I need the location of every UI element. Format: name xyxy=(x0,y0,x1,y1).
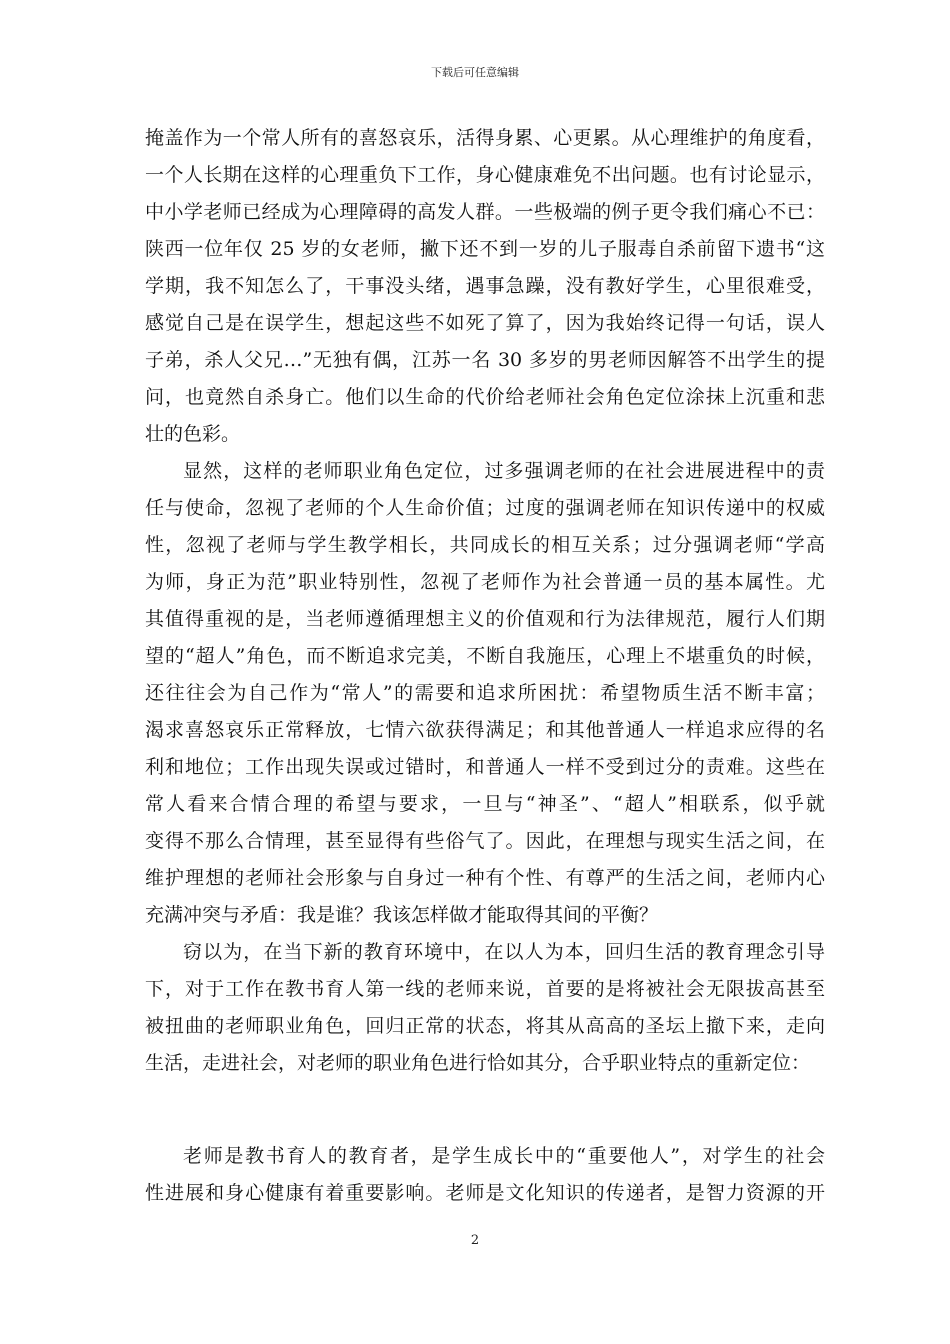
page-number: 2 xyxy=(470,1233,480,1248)
text-line: 一个人长期在这样的心理重负下工作，身心健康难免不出问题。也有讨论显示， xyxy=(145,164,825,186)
paragraph xyxy=(145,453,825,934)
text-line: 窃以为，在当下新的教育环境中，在以人为本，回归生活的教育理念引导 xyxy=(183,941,825,963)
text-line: 变得不那么合情理，甚至显得有些俗气了。因此，在理想与现实生活之间，在 xyxy=(145,830,825,852)
text-line: 生活，走进社会，对老师的职业角色进行恰如其分，合乎职业特点的重新定位： xyxy=(145,1052,811,1074)
paragraph xyxy=(145,934,825,1082)
paragraph xyxy=(145,120,825,453)
paragraph-spacer xyxy=(145,1082,825,1138)
text-line: 下，对于工作在教书育人第一线的老师来说，首要的是将被社会无限拔高甚至 xyxy=(145,978,825,1000)
text-line: 任与使命，忽视了老师的个人生命价值；过度的强调老师在知识传递中的权威 xyxy=(145,497,825,519)
text-line: 渴求喜怒哀乐正常释放，七情六欲获得满足；和其他普通人一样追求应得的名 xyxy=(145,719,825,741)
text-line: 充满冲突与矛盾：我是谁？我该怎样做才能取得其间的平衡？ xyxy=(145,904,659,926)
text-line: 壮的色彩。 xyxy=(145,423,241,445)
text-line: 为师，身正为范”职业特别性，忽视了老师作为社会普通一员的基本属性。尤 xyxy=(145,571,825,593)
text-line: 被扭曲的老师职业角色，回归正常的状态，将其从高高的圣坛上撤下来，走向 xyxy=(145,1015,825,1037)
text-line: 常人看来合情合理的希望与要求，一旦与“神圣”、“超人”相联系，似乎就 xyxy=(145,793,825,815)
paragraph xyxy=(145,1138,825,1212)
text-line: 中小学老师已经成为心理障碍的高发人群。一些极端的例子更令我们痛心不已： xyxy=(145,201,825,223)
text-line: 感觉自己是在误学生，想起这些不如死了算了，因为我始终记得一句话，误人 xyxy=(145,312,825,334)
text-line: 学期，我不知怎么了，干事没头绪，遇事急躁，没有教好学生，心里很难受， xyxy=(145,275,825,297)
text-line: 望的“超人”角色，而不断追求完美，不断自我施压，心理上不堪重负的时候， xyxy=(145,645,825,667)
text-line: 显然，这样的老师职业角色定位，过多强调老师的在社会进展进程中的责 xyxy=(183,460,825,482)
text-line: 利和地位；工作出现失误或过错时，和普通人一样不受到过分的责难。这些在 xyxy=(145,756,825,778)
text-line: 维护理想的老师社会形象与自身过一种有个性、有尊严的生活之间，老师内心 xyxy=(145,867,825,889)
page-header: 下载后可任意编辑 xyxy=(431,66,519,79)
text-line: 还往往会为自己作为“常人”的需要和追求所困扰：希望物质生活不断丰富； xyxy=(145,682,825,704)
text-line: 性进展和身心健康有着重要影响。老师是文化知识的传递者，是智力资源的开 xyxy=(145,1182,825,1204)
document-body xyxy=(145,120,825,1212)
text-line: 老师是教书育人的教育者，是学生成长中的“重要他人”，对学生的社会 xyxy=(183,1145,825,1167)
text-line: 性，忽视了老师与学生教学相长，共同成长的相互关系；过分强调老师“学高 xyxy=(145,534,825,556)
text-line: 其值得重视的是，当老师遵循理想主义的价值观和行为法律规范，履行人们期 xyxy=(145,608,825,630)
text-line: 陕西一位年仅 25 岁的女老师，撇下还不到一岁的儿子服毒自杀前留下遗书“这 xyxy=(145,238,825,260)
text-line: 问，也竟然自杀身亡。他们以生命的代价给老师社会角色定位涂抹上沉重和悲 xyxy=(145,386,825,408)
text-line: 子弟，杀人父兄…”无独有偶，江苏一名 30 多岁的男老师因解答不出学生的提 xyxy=(145,349,825,371)
text-line: 掩盖作为一个常人所有的喜怒哀乐，活得身累、心更累。从心理维护的角度看， xyxy=(145,127,825,149)
